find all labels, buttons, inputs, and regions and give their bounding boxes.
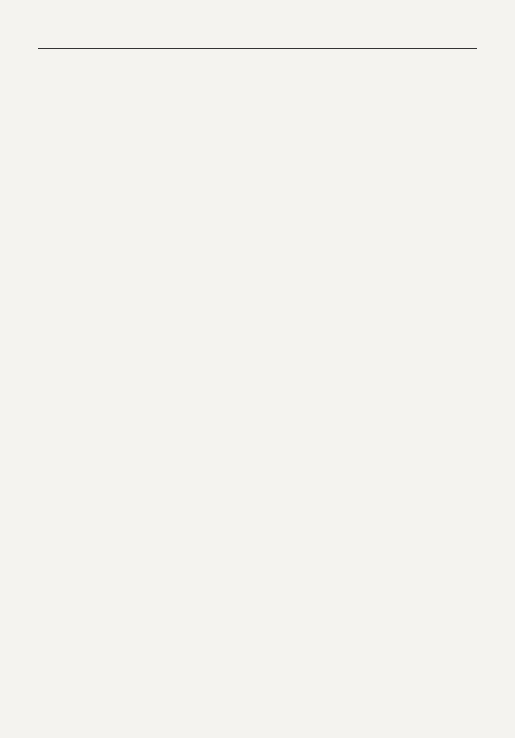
bottom-text-band bbox=[38, 352, 478, 698]
page-header bbox=[38, 20, 477, 42]
header-rule bbox=[38, 48, 477, 49]
top-text-band bbox=[38, 56, 478, 332]
